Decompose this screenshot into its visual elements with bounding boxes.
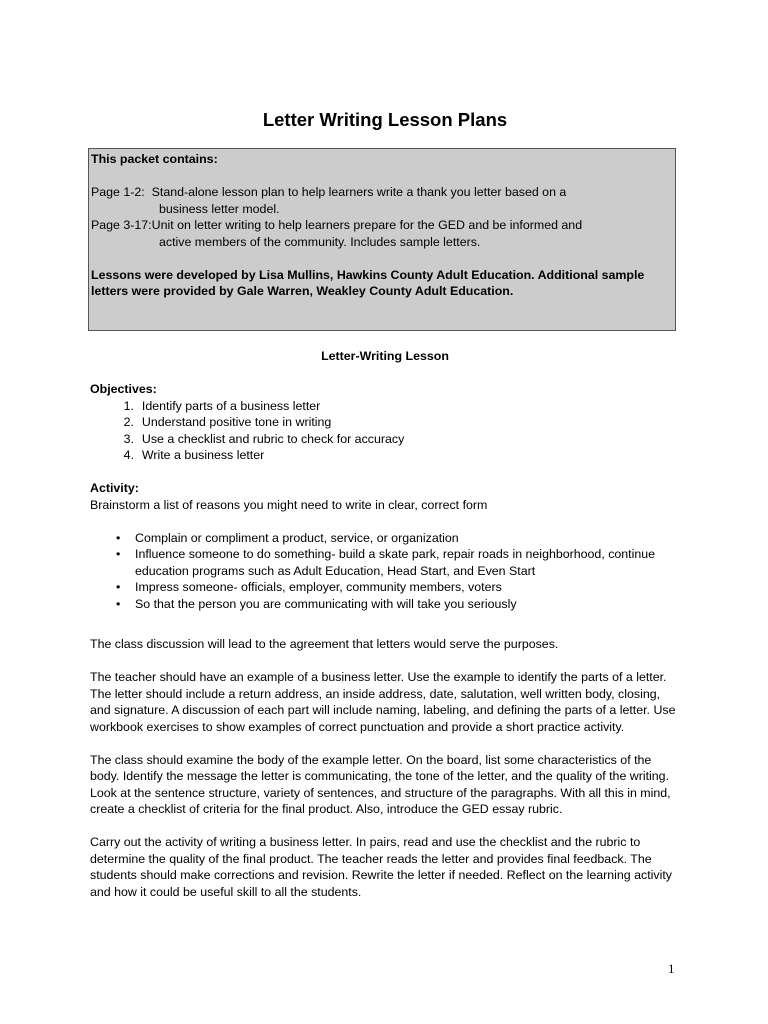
packet-item-label: Page 1-2: xyxy=(91,185,152,199)
objective-text: Use a checklist and rubric to check for accuracy xyxy=(141,431,405,446)
objective-item xyxy=(90,431,680,448)
bullet-icon: • xyxy=(116,530,121,545)
bullet-icon: • xyxy=(116,547,121,561)
packet-item-text: Stand-alone lesson plan to help learners write a thank you letter based on a xyxy=(151,185,567,199)
objective-number: 2. xyxy=(123,415,134,429)
packet-heading: This packet contains: xyxy=(91,152,218,166)
packet-contents-box xyxy=(88,148,676,331)
page-title: Letter Writing Lesson Plans xyxy=(262,109,508,130)
bullet-icon: • xyxy=(116,580,121,594)
objective-number: 3. xyxy=(123,431,134,446)
list-item xyxy=(90,596,680,613)
activity-section xyxy=(90,480,680,612)
objective-item xyxy=(90,398,680,415)
packet-item xyxy=(91,184,672,217)
activity-heading: Activity: xyxy=(90,481,139,495)
objective-number: 4. xyxy=(123,448,134,462)
objective-text: Understand positive tone in writing xyxy=(141,415,332,429)
objective-text: Write a business letter xyxy=(141,448,265,462)
objective-item xyxy=(90,447,680,464)
body-paragraphs xyxy=(90,636,680,900)
list-item xyxy=(90,530,680,547)
list-item-text: Impress someone- officials, employer, community members, voters xyxy=(135,580,502,594)
bullet-icon: • xyxy=(116,596,121,611)
packet-item xyxy=(91,217,672,250)
paragraph: Carry out the activity of writing a business letter. In pairs, read and use the checklist and the rubric to determine the quality of the final product. The teacher reads the letter and provides final feedback. The students should make corrections and revision. Rewrite the letter if needed. Reflect on the learning activity and how it could be useful skill to all the students. xyxy=(90,835,672,899)
objective-item xyxy=(90,414,680,431)
page-number: 1 xyxy=(668,961,675,976)
list-item xyxy=(90,546,680,579)
packet-item-text: Unit on letter writing to help learners prepare for the GED and be informed and xyxy=(151,218,583,232)
paragraph: The class discussion will lead to the agreement that letters would serve the purposes. xyxy=(90,637,559,651)
list-item-text: Influence someone to do something- build a skate park, repair roads in neighborhood, continue education programs such as Adult Education, Head Start, and Even Start xyxy=(135,547,656,578)
list-item xyxy=(90,579,680,596)
paragraph: The teacher should have an example of a business letter. Use the example to identify the parts of a letter. The letter should include a return address, an inside address, date, salutation, well written body, closing, and signature. A discussion of each part will include naming, labeling, and defining the parts of a letter. Use workbook exercises to show examples of correct punctuation and provide a short practice activity. xyxy=(90,670,676,734)
packet-credits: Lessons were developed by Lisa Mullins, Hawkins County Adult Education. Additional sample letters were provided by Gale Warren, Weakley County Adult Education. xyxy=(91,267,645,298)
activity-bullet-list xyxy=(90,530,680,613)
lesson-title: Letter-Writing Lesson xyxy=(321,349,449,363)
objectives-section xyxy=(90,381,680,464)
objective-number: 1. xyxy=(123,398,134,413)
objectives-heading: Objectives: xyxy=(90,382,157,396)
packet-item-label: Page 3-17: xyxy=(91,218,152,232)
list-item-text: So that the person you are communicating with will take you seriously xyxy=(135,596,517,611)
list-item-text: Complain or compliment a product, service, or organization xyxy=(135,530,459,545)
packet-item-text-cont: active members of the community. Includes sample letters. xyxy=(159,234,481,249)
packet-item-text-cont: business letter model. xyxy=(159,201,280,216)
objectives-list xyxy=(90,398,680,464)
paragraph: The class should examine the body of the example letter. On the board, list some characteristics of the body. Identify the message the letter is communicating, the tone of the letter, and the quality of the writing. Look at the sentence structure, variety of sentences, and structure of the paragraphs. With all this in mind, create a checklist of criteria for the final product. Also, introduce the GED essay rubric. xyxy=(90,752,671,816)
activity-intro: Brainstorm a list of reasons you might need to write in clear, correct form xyxy=(90,497,488,512)
objective-text: Identify parts of a business letter xyxy=(141,398,321,413)
